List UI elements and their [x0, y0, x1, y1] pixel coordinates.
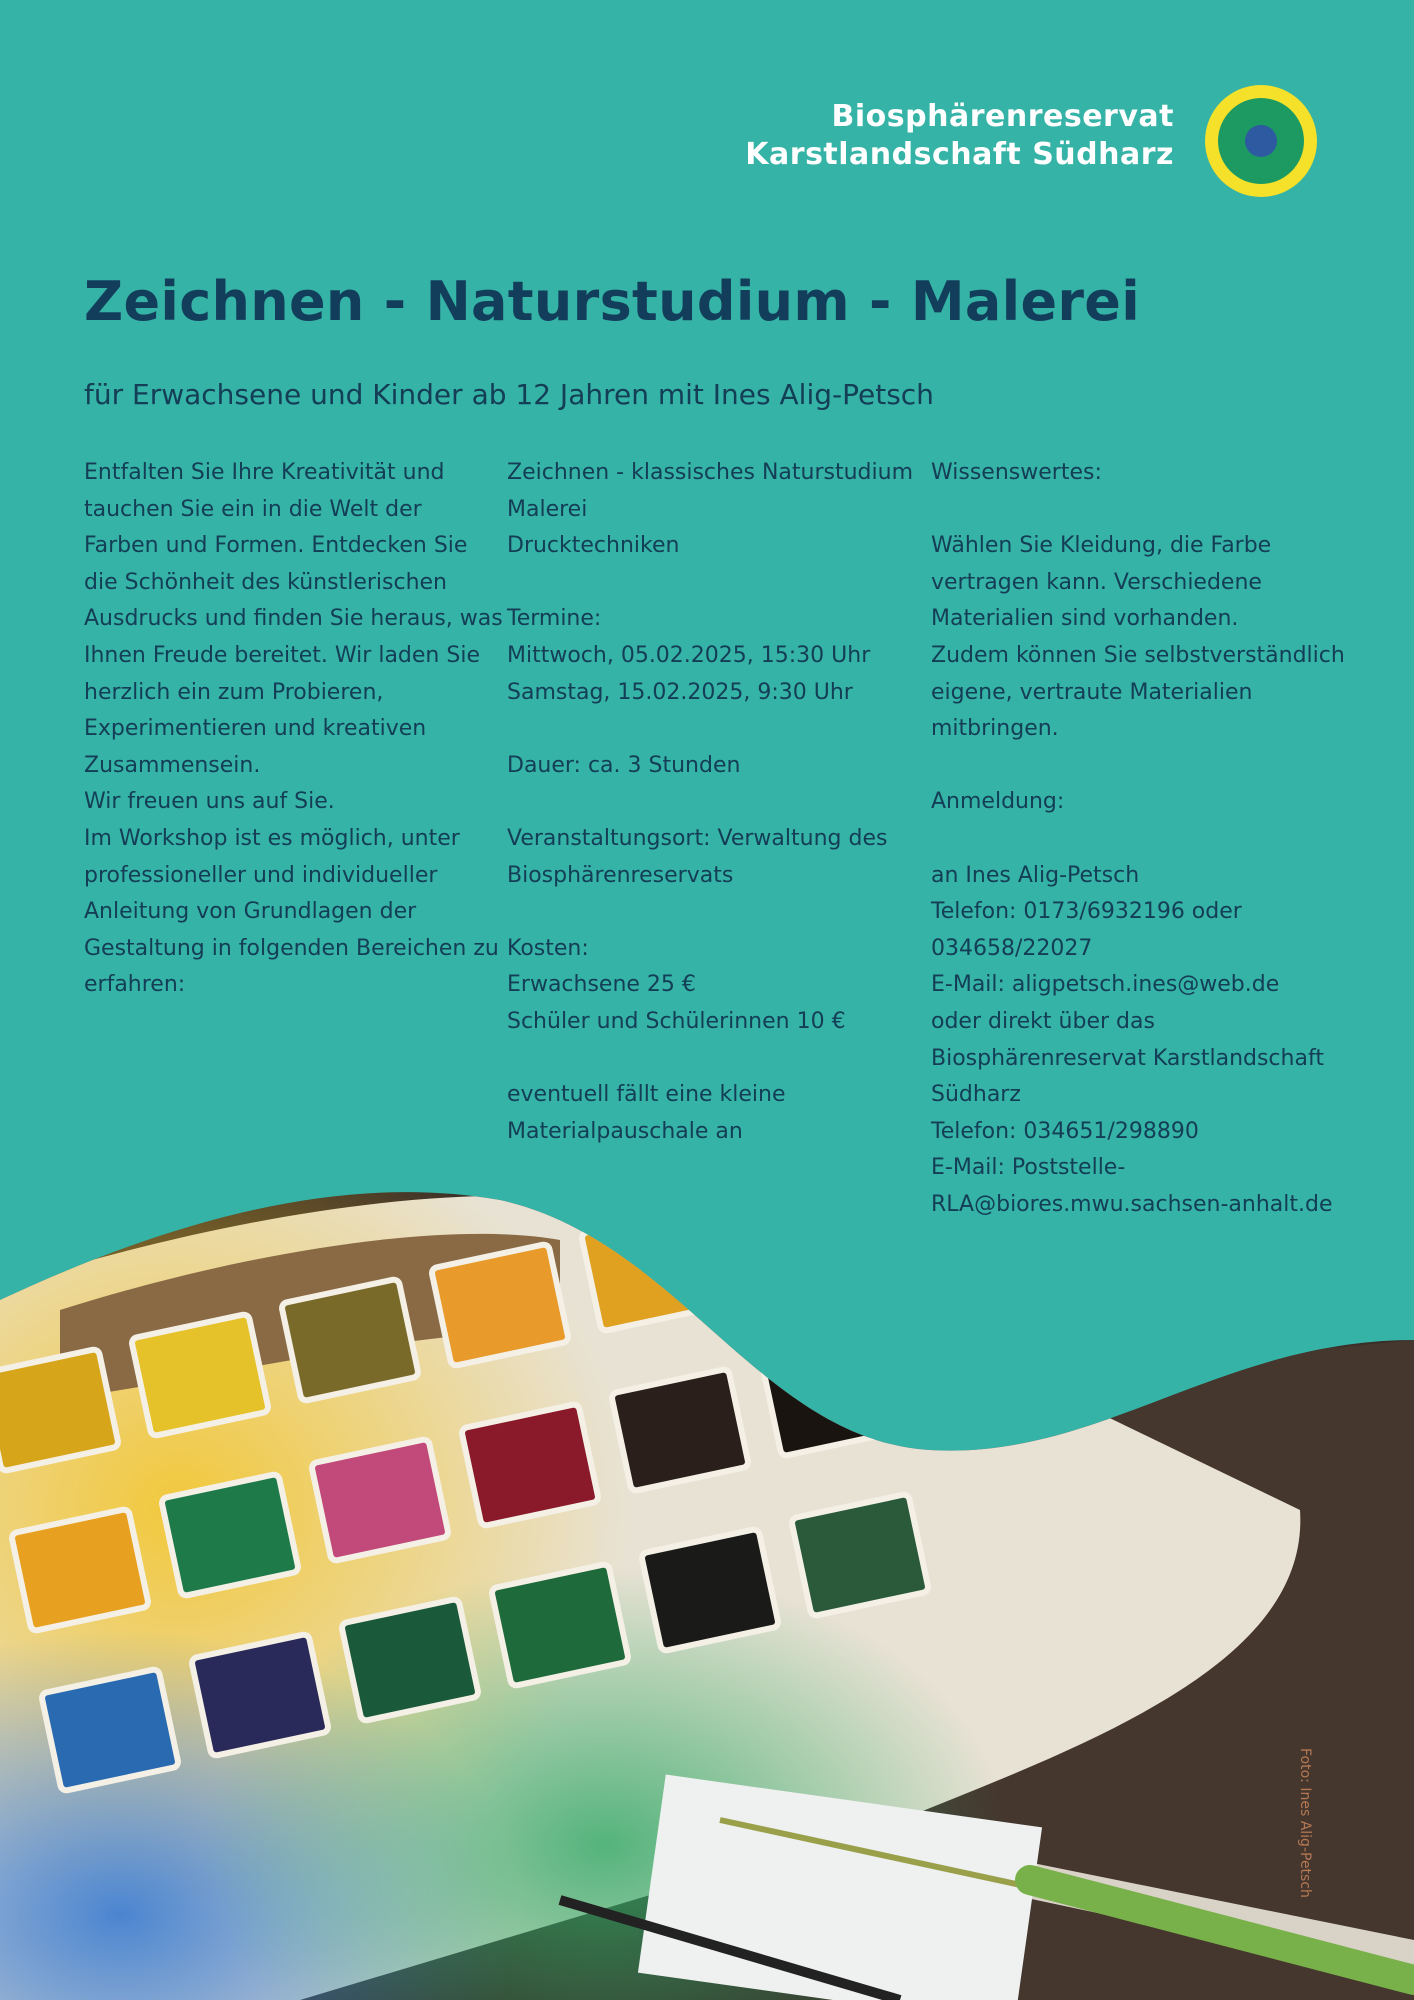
text-line: Entfalten Sie Ihre Kreativität und: [84, 460, 445, 485]
text-line: Wählen Sie Kleidung, die Farbe: [931, 533, 1272, 559]
paint-well: [761, 1334, 899, 1457]
text-line: [931, 748, 1351, 785]
details-column: [507, 455, 912, 1150]
paint-well: [11, 1509, 149, 1632]
text-line: die Schönheit des künstlerischen: [84, 569, 447, 595]
text-line: [507, 784, 912, 821]
text-line: Kosten:: [507, 935, 589, 961]
text-line: 034658/22027: [931, 935, 1093, 961]
text-line: Wissenswertes:: [931, 460, 1102, 485]
text-line: [507, 894, 912, 931]
text-line: Zeichnen - klassisches Naturstudium: [507, 460, 914, 485]
text-line: Erwachsene 25 €: [507, 972, 696, 998]
circle-logo-icon: [1205, 85, 1317, 197]
paint-well: [191, 1634, 329, 1757]
text-line: E-Mail: aligpetsch.ines@web.de: [931, 972, 1280, 998]
text-line: Drucktechniken: [507, 533, 680, 559]
text-line: Biosphärenreservats: [507, 862, 734, 888]
text-line: Farben und Formen. Entdecken Sie: [84, 533, 468, 559]
text-line: Dauer: ca. 3 Stunden: [507, 752, 741, 778]
text-line: an Ines Alig-Petsch: [931, 862, 1140, 888]
text-line: Anmeldung:: [931, 789, 1065, 815]
paint-well: [641, 1529, 779, 1652]
text-line: Materialpauschale an: [507, 1118, 743, 1144]
text-line: [931, 492, 1351, 529]
text-line: professioneller und individueller: [84, 862, 438, 888]
text-line: Anleitung von Grundlagen der: [84, 899, 417, 925]
paint-well: [161, 1474, 299, 1597]
paint-well: [611, 1369, 749, 1492]
text-line: herzlich ein zum Probieren,: [84, 679, 384, 705]
text-line: Telefon: 034651/298890: [931, 1118, 1199, 1144]
text-line: Gestaltung in folgenden Bereichen zu: [84, 935, 499, 961]
text-line: eigene, vertraute Materialien: [931, 679, 1253, 705]
paint-well: [41, 1669, 179, 1792]
text-line: Telefon: 0173/6932196 oder: [931, 899, 1242, 925]
paint-well: [491, 1564, 629, 1687]
text-line: eventuell fällt eine kleine: [507, 1082, 786, 1108]
text-line: Malerei: [507, 496, 588, 522]
intro-column: [84, 455, 503, 1004]
text-line: RLA@biores.mwu.sachsen-anhalt.de: [931, 1191, 1333, 1217]
org-line-1: Biosphärenreservat: [831, 99, 1174, 134]
text-line: [507, 711, 912, 748]
text-line: Biosphärenreservat Karstlandschaft: [931, 1045, 1324, 1071]
text-line: Termine:: [507, 606, 602, 632]
paint-well: [731, 1180, 869, 1296]
info-column: [931, 455, 1351, 1223]
text-line: Ausdrucks und finden Sie heraus, was: [84, 606, 503, 632]
text-line: vertragen kann. Verschiedene: [931, 569, 1262, 595]
text-line: Zudem können Sie selbstverständlich: [931, 642, 1345, 668]
paint-well: [131, 1314, 269, 1437]
text-line: Mittwoch, 05.02.2025, 15:30 Uhr: [507, 642, 871, 668]
paint-well: [581, 1209, 719, 1332]
text-line: Ihnen Freude bereitet. Wir laden Sie: [84, 642, 480, 668]
photo-credit: Foto: Ines Alig-Petsch: [1297, 1748, 1313, 1898]
text-line: erfahren:: [84, 972, 186, 998]
text-line: oder direkt über das: [931, 1008, 1155, 1034]
text-line: [507, 1041, 912, 1078]
paint-well: [311, 1439, 449, 1562]
text-line: [931, 821, 1351, 858]
organization-name: [745, 98, 1174, 174]
page-title: Zeichnen - Naturstudium - Malerei: [84, 270, 1141, 333]
text-line: Im Workshop ist es möglich, unter: [84, 825, 460, 851]
text-line: Wir freuen uns auf Sie.: [84, 789, 335, 815]
text-line: [507, 565, 912, 602]
watercolor-palette-photo: [0, 1180, 1414, 2000]
paint-well: [281, 1279, 419, 1402]
org-line-2: Karstlandschaft Südharz: [745, 137, 1174, 172]
paint-well: [0, 1349, 119, 1472]
text-line: Veranstaltungsort: Verwaltung des: [507, 825, 888, 851]
paint-well: [341, 1599, 479, 1722]
text-line: Zusammensein.: [84, 752, 261, 778]
text-line: mitbringen.: [931, 716, 1059, 742]
paint-well: [431, 1244, 569, 1367]
text-line: Experimentieren und kreativen: [84, 716, 427, 742]
paint-well: [791, 1494, 929, 1617]
text-line: Materialien sind vorhanden.: [931, 606, 1239, 632]
page-subtitle: für Erwachsene und Kinder ab 12 Jahren mit Ines Alig-Petsch: [84, 378, 934, 411]
paint-well: [461, 1404, 599, 1527]
text-line: tauchen Sie ein in die Welt der: [84, 496, 422, 522]
text-line: E-Mail: Poststelle-: [931, 1155, 1126, 1181]
text-line: Südharz: [931, 1082, 1021, 1108]
text-line: Schüler und Schülerinnen 10 €: [507, 1008, 846, 1034]
text-line: Samstag, 15.02.2025, 9:30 Uhr: [507, 679, 853, 705]
